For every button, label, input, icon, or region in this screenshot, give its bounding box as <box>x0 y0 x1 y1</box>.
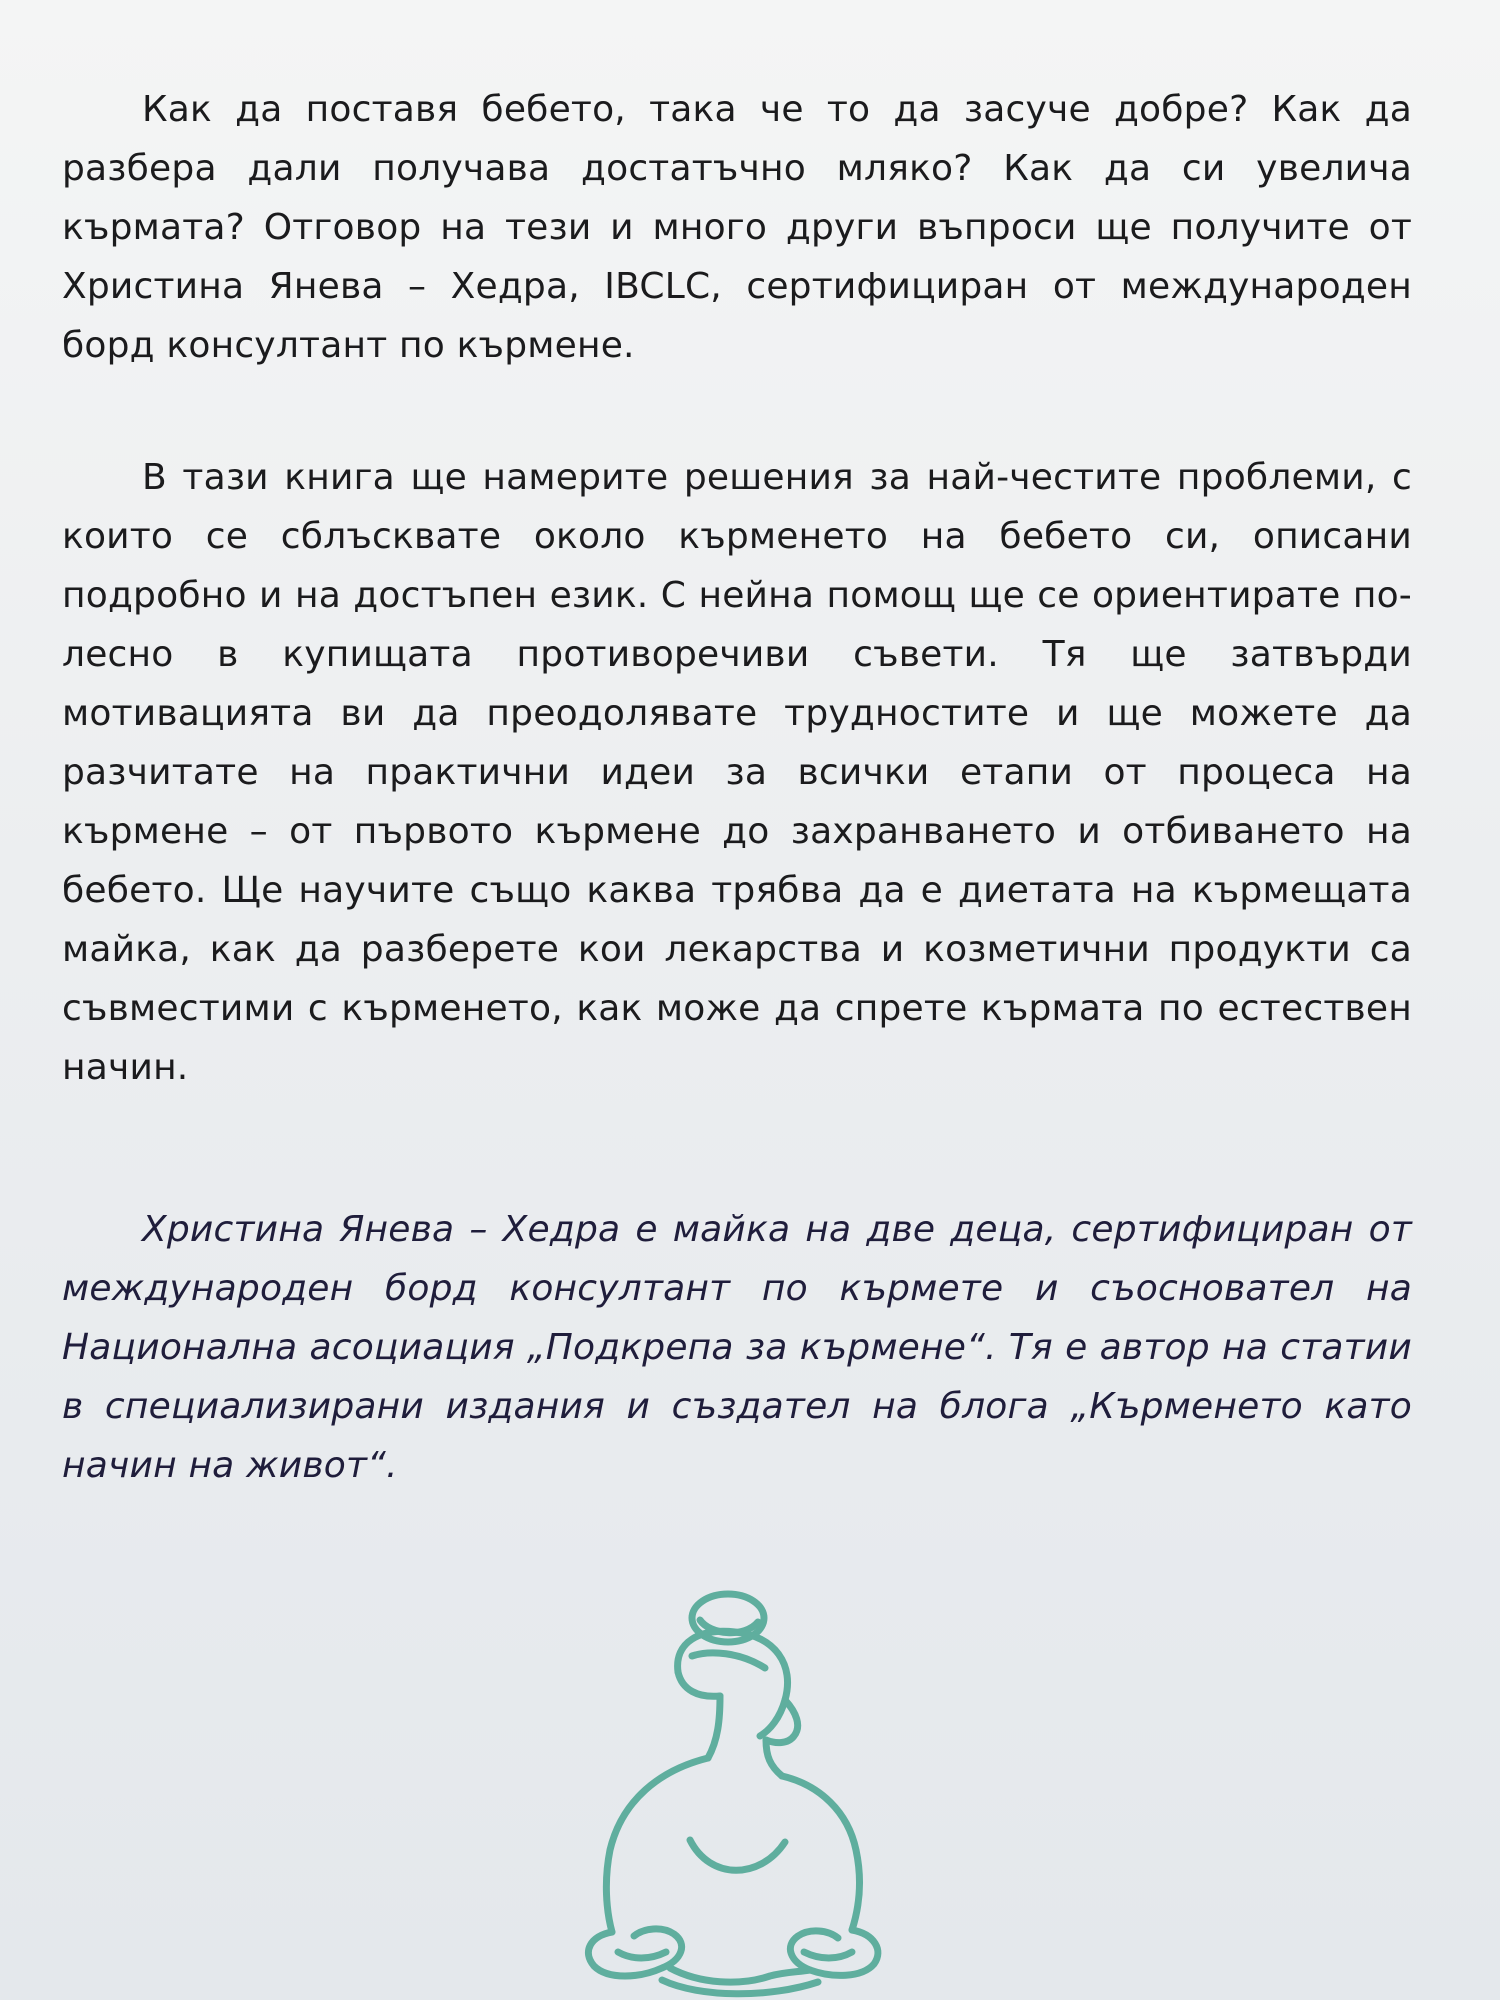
main-text: В тази книга ще намерите решения за най-честите проблеми, с които се сблъсквате около кърменето на бебето си, описани подробно и на достъпен език. С нейна помощ ще се ориентирате по-лесно в купищата противоречиви съвети. Тя ще затвърди мотивацията ви да преодолявате трудностите и ще можете да разчитате на практични идеи за всички етапи от процеса на кърмене – от първото кърмене до захранването и отбиването на бебето. Ще научите също каква трябва да е диетата на кърмещата майка, как да разберете кои лекарства и козметични продукти са съвместими с кърменето, как може да спрете кърмата по естествен начин. <box>62 457 1412 1088</box>
intro-text: Как да поставя бебето, така че то да засуче добре? Как да разбера дали получава достатъчно мляко? Как да си увелича кърмата? Отговор на тези и много други въпроси ще получите от Христина Янева – Хедра, IBCLC, сертифициран от международен борд консултант по кърмене. <box>62 89 1412 366</box>
author-bio-text: Христина Янева – Хедра е майка на две деца, сертифициран от международен борд консултант по кърмете и съосновател на Национална асоциация „Подкрепа за кърмене“. Тя е автор на статии в специализирани издания и създател на блога „Кърменето като начин на живот“. <box>62 1209 1412 1486</box>
intro-paragraph <box>62 80 1412 375</box>
author-bio-paragraph <box>62 1200 1412 1495</box>
breastfeeding-mother-icon <box>570 1580 910 2000</box>
main-paragraph <box>62 448 1412 1097</box>
